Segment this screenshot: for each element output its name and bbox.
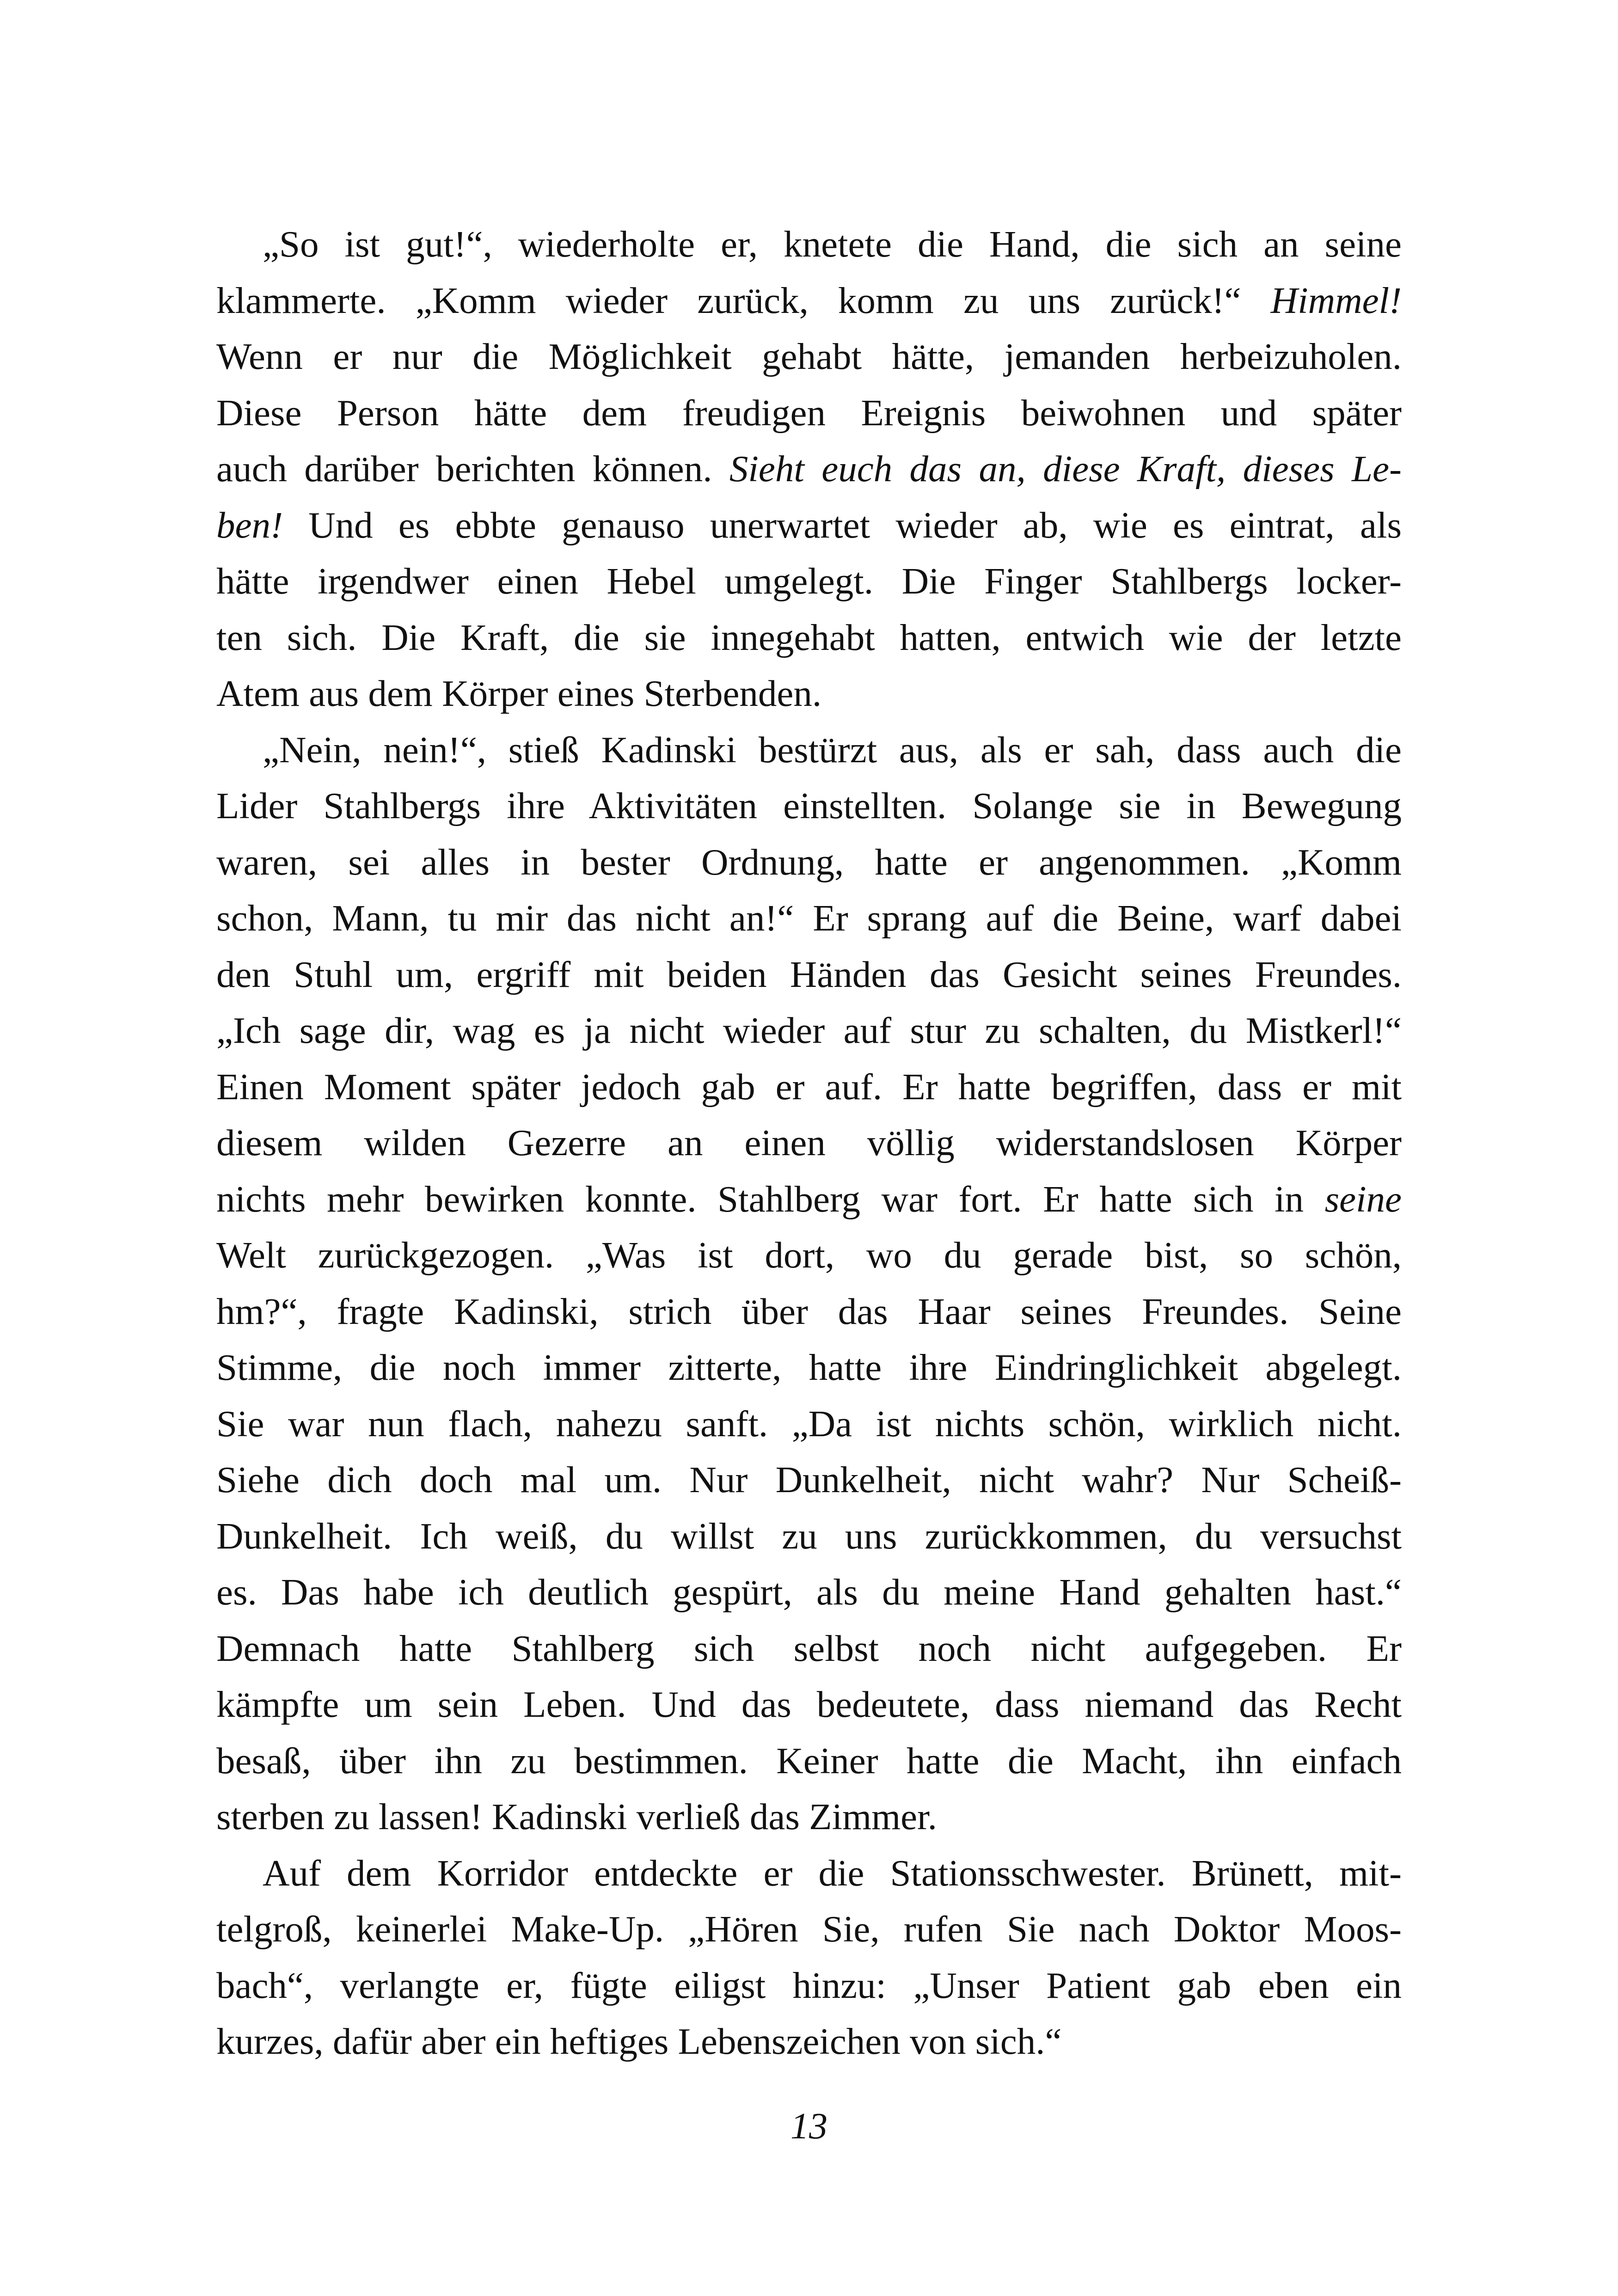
text-run: Welt zurückgezogen. „Was ist dort, wo du gerade bist, so schön, [216,1234,1402,1276]
text-run: Wenn er nur die Möglichkeit gehabt hätte, jemanden herbeizuholen. [216,336,1402,377]
text-line [216,1677,1402,1733]
italic-text: seine [1324,1178,1402,1220]
text-run: bach“, verlangte er, fügte eiligst hinzu: „Unser Patient gab eben ein [216,1964,1402,2006]
text-run: hm?“, fragte Kadinski, strich über das Haar seines Freundes. Seine [216,1290,1402,1332]
text-run: besaß, über ihn zu bestimmen. Keiner hatte die Macht, ihn einfach [216,1739,1402,1782]
page-number: 13 [791,2106,827,2147]
text-run: sterben zu lassen! Kadinski verließ das Zimmer. [216,1796,937,1837]
text-run: Demnach hatte Stahlberg sich selbst noch nicht aufgegeben. Er [216,1627,1402,1669]
text-run: waren, sei alles in bester Ordnung, hatte er angenommen. „Komm [216,841,1402,883]
text-line [216,666,1402,722]
text-line [216,1901,1402,1958]
italic-text: ben! [216,504,283,546]
text-line [216,1452,1402,1508]
italic-text: Sieht euch das an, diese Kraft, dieses Le- [729,448,1402,490]
text-run: ten sich. Die Kraft, die sie innegehabt hatten, entwich wie der letzte [216,616,1402,658]
text-run: hätte irgendwer einen Hebel umgelegt. Die Finger Stahlbergs locker- [216,560,1402,602]
text-run: Auf dem Korridor entdeckte er die Stationsschwester. Brünett, mit- [263,1852,1402,1894]
text-line [216,1059,1402,1115]
text-run: den Stuhl um, ergriff mit beiden Händen das Gesicht seines Freundes. [216,953,1402,995]
text-line [216,778,1402,834]
text-run: nichts mehr bewirken konnte. Stahlberg war fort. Er hatte sich in [216,1178,1325,1220]
text-line [216,1227,1402,1284]
italic-text: Himmel! [1270,279,1402,321]
text-line [216,553,1402,610]
text-line [216,1396,1402,1452]
text-run: es. Das habe ich deutlich gespürt, als du meine Hand gehalten hast.“ [216,1571,1402,1613]
text-line [216,610,1402,666]
text-run: Einen Moment später jedoch gab er auf. Er hatte begriffen, dass er mit [216,1065,1402,1108]
body-text [216,216,1402,2070]
text-line [216,1340,1402,1396]
text-run: kurzes, dafür aber ein heftiges Lebenszeichen von sich.“ [216,2020,1062,2062]
text-line [216,947,1402,1003]
text-run: kämpfte um sein Leben. Und das bedeutete, dass niemand das Recht [216,1684,1402,1725]
text-line [216,890,1402,947]
text-line [216,1621,1402,1677]
text-run: Atem aus dem Körper eines Sterbenden. [216,673,822,714]
paragraph [216,216,1402,722]
text-line [216,834,1402,891]
text-run: diesem wilden Gezerre an einen völlig widerstandslosen Körper [216,1122,1402,1163]
text-run: telgroß, keinerlei Make-Up. „Hören Sie, rufen Sie nach Doktor Moos- [216,1908,1402,1950]
text-run: „Nein, nein!“, stieß Kadinski bestürzt aus, als er sah, dass auch die [263,729,1402,771]
paragraph [216,722,1402,1845]
text-run: Sie war nun flach, nahezu sanft. „Da ist nichts schön, wirklich nicht. [216,1402,1402,1445]
text-line [216,385,1402,441]
text-line [216,273,1402,329]
text-line [216,1958,1402,2014]
text-line [216,497,1402,554]
text-run: Dunkelheit. Ich weiß, du willst zu uns zurückkommen, du versuchst [216,1515,1402,1557]
text-line [216,1508,1402,1565]
text-run: Stimme, die noch immer zitterte, hatte ihre Eindringlichkeit abgelegt. [216,1347,1402,1388]
text-run: auch darüber berichten können. [216,448,729,490]
text-line [216,1003,1402,1059]
text-run: schon, Mann, tu mir das nicht an!“ Er sprang auf die Beine, warf dabei [216,897,1402,939]
text-line [216,329,1402,385]
paragraph [216,1845,1402,2070]
text-line [216,441,1402,497]
text-run: Siehe dich doch mal um. Nur Dunkelheit, nicht wahr? Nur Scheiß- [216,1459,1402,1500]
text-line [216,1789,1402,1845]
text-run: Und es ebbte genauso unerwartet wieder ab, wie es eintrat, als [282,504,1402,546]
text-line [216,1564,1402,1621]
text-line [216,1733,1402,1789]
text-line [216,722,1402,778]
text-line [216,1171,1402,1228]
text-run: Diese Person hätte dem freudigen Ereignis beiwohnen und später [216,392,1402,434]
text-line [216,1115,1402,1171]
text-line [216,216,1402,273]
text-run: „So ist gut!“, wiederholte er, knetete die Hand, die sich an seine [263,223,1402,265]
text-line [216,1284,1402,1340]
text-line [216,1845,1402,1902]
text-run: „Ich sage dir, wag es ja nicht wieder auf stur zu schalten, du Mistkerl!“ [216,1010,1402,1051]
text-run: klammerte. „Komm wieder zurück, komm zu uns zurück!“ [216,279,1271,321]
text-run: Lider Stahlbergs ihre Aktivitäten einstellten. Solange sie in Bewegung [216,785,1402,827]
text-line [216,2014,1402,2070]
